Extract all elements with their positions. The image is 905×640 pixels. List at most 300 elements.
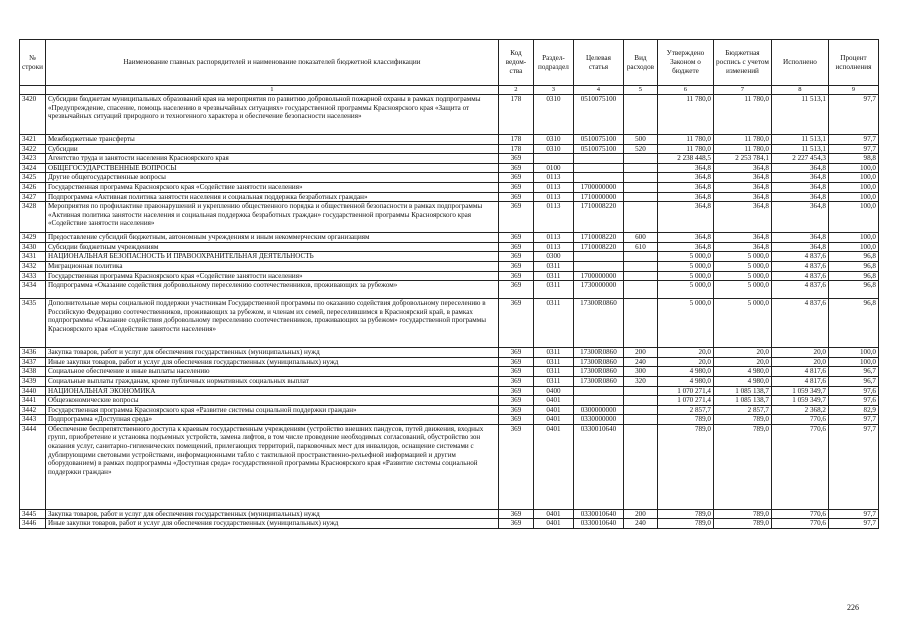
row-name: Межбюджетные трансферты — [45, 135, 498, 145]
row-executed: 364,8 — [771, 182, 828, 192]
row-name: НАЦИОНАЛЬНАЯ ЭКОНОМИКА — [45, 386, 498, 396]
row-approved: 11 780,0 — [657, 135, 713, 145]
row-number: 3444 — [20, 424, 46, 509]
row-department-code: 369 — [498, 271, 533, 281]
row-section: 0113 — [533, 233, 573, 243]
row-budget-schedule: 5 000,0 — [713, 299, 771, 348]
row-approved: 364,8 — [657, 242, 713, 252]
row-expense-type: 520 — [623, 144, 657, 154]
row-target-article: 1730000000 — [573, 281, 623, 299]
row-name: Общеэкономические вопросы — [45, 396, 498, 406]
row-percent: 96,8 — [828, 261, 878, 271]
table-row — [20, 271, 879, 281]
row-executed: 770,6 — [771, 415, 828, 425]
row-target-article: 1700000000 — [573, 271, 623, 281]
table-row — [20, 396, 879, 406]
row-executed: 364,8 — [771, 233, 828, 243]
row-department-code: 369 — [498, 396, 533, 406]
row-approved: 364,8 — [657, 182, 713, 192]
row-department-code: 369 — [498, 386, 533, 396]
row-executed: 20,0 — [771, 357, 828, 367]
column-number: 6 — [657, 86, 713, 95]
table-row — [20, 509, 879, 519]
row-section: 0401 — [533, 519, 573, 529]
row-approved: 2 238 448,5 — [657, 154, 713, 164]
row-percent: 97,7 — [828, 144, 878, 154]
table-row — [20, 202, 879, 233]
row-number: 3423 — [20, 154, 46, 164]
table-row — [20, 367, 879, 377]
column-number: 5 — [623, 86, 657, 95]
row-target-article: 1710008220 — [573, 202, 623, 233]
row-percent: 97,7 — [828, 415, 878, 425]
table-row — [20, 348, 879, 358]
row-target-article: 17300R0860 — [573, 376, 623, 386]
header-row — [20, 40, 879, 86]
row-number: 3426 — [20, 182, 46, 192]
row-target-article: 1710000000 — [573, 192, 623, 202]
row-number: 3439 — [20, 376, 46, 386]
row-approved: 5 000,0 — [657, 271, 713, 281]
row-department-code: 369 — [498, 242, 533, 252]
table-row — [20, 163, 879, 173]
row-section: 0401 — [533, 415, 573, 425]
row-section: 0401 — [533, 396, 573, 406]
header-percent: Процент исполнения — [828, 40, 878, 86]
row-approved: 5 000,0 — [657, 252, 713, 262]
header-target-article: Целевая статья — [573, 40, 623, 86]
row-approved: 789,0 — [657, 509, 713, 519]
row-number: 3427 — [20, 192, 46, 202]
row-executed: 4 837,6 — [771, 271, 828, 281]
row-section: 0311 — [533, 271, 573, 281]
row-number: 3424 — [20, 163, 46, 173]
row-name: Субсидии бюджетам муниципальных образований края на мероприятия по развитию добровольной пожарной охраны в рамках подпрограммы «Предупреждение, спасение, помощь населению в чрезвычайных ситуациях» государственной программы Красноярского края «Защита от чрезвычайных ситуаций природного и техногенного характера и обеспечение безопасности населения» — [45, 95, 498, 135]
row-number: 3431 — [20, 252, 46, 262]
column-number: 2 — [498, 86, 533, 95]
row-executed: 364,8 — [771, 242, 828, 252]
table-row — [20, 233, 879, 243]
column-number-row — [20, 86, 879, 95]
row-name: ОБЩЕГОСУДАРСТВЕННЫЕ ВОПРОСЫ — [45, 163, 498, 173]
row-expense-type — [623, 95, 657, 135]
row-expense-type — [623, 405, 657, 415]
header-section: Раздел-подраздел — [533, 40, 573, 86]
row-number: 3421 — [20, 135, 46, 145]
row-executed: 1 059 349,7 — [771, 396, 828, 406]
table-row — [20, 415, 879, 425]
row-percent: 96,7 — [828, 367, 878, 377]
row-approved: 5 000,0 — [657, 261, 713, 271]
row-name: Государственная программа Красноярского края «Развитие системы социальной поддержки граждан» — [45, 405, 498, 415]
row-expense-type — [623, 386, 657, 396]
row-executed: 364,8 — [771, 163, 828, 173]
row-target-article: 17300R0860 — [573, 299, 623, 348]
row-section: 0310 — [533, 135, 573, 145]
row-expense-type — [623, 163, 657, 173]
row-name: Подпрограмма «Активная политика занятости населения и социальная поддержка безработных граждан» — [45, 192, 498, 202]
row-executed: 11 513,1 — [771, 135, 828, 145]
row-budget-schedule: 4 980,0 — [713, 367, 771, 377]
table-row — [20, 173, 879, 183]
row-expense-type: 600 — [623, 233, 657, 243]
row-percent: 96,8 — [828, 281, 878, 299]
header-department-code: Код ведом-ства — [498, 40, 533, 86]
row-target-article: 0330010640 — [573, 519, 623, 529]
row-executed: 11 513,1 — [771, 144, 828, 154]
row-name: Миграционная политика — [45, 261, 498, 271]
row-name: Другие общегосударственные вопросы — [45, 173, 498, 183]
row-section: 0311 — [533, 261, 573, 271]
row-name: Закупка товаров, работ и услуг для обеспечения государственных (муниципальных) нужд — [45, 509, 498, 519]
row-percent: 100,0 — [828, 357, 878, 367]
row-department-code: 369 — [498, 192, 533, 202]
row-target-article: 0510075100 — [573, 135, 623, 145]
row-approved: 20,0 — [657, 357, 713, 367]
row-name: Субсидии бюджетным учреждениям — [45, 242, 498, 252]
row-target-article — [573, 386, 623, 396]
row-expense-type — [623, 252, 657, 262]
row-budget-schedule: 4 980,0 — [713, 376, 771, 386]
row-section — [533, 154, 573, 164]
row-name: Закупка товаров, работ и услуг для обеспечения государственных (муниципальных) нужд — [45, 348, 498, 358]
row-approved: 2 857,7 — [657, 405, 713, 415]
table-row — [20, 386, 879, 396]
row-approved: 1 070 271,4 — [657, 396, 713, 406]
row-department-code: 369 — [498, 252, 533, 262]
row-executed: 364,8 — [771, 173, 828, 183]
row-approved: 11 780,0 — [657, 95, 713, 135]
column-number: 7 — [713, 86, 771, 95]
row-section: 0113 — [533, 242, 573, 252]
row-section: 0311 — [533, 357, 573, 367]
row-budget-schedule: 1 085 138,7 — [713, 396, 771, 406]
row-expense-type: 500 — [623, 135, 657, 145]
table-row — [20, 299, 879, 348]
row-budget-schedule: 5 000,0 — [713, 261, 771, 271]
row-executed: 2 227 454,3 — [771, 154, 828, 164]
row-budget-schedule: 789,0 — [713, 415, 771, 425]
table-row — [20, 95, 879, 135]
table-row — [20, 519, 879, 529]
row-target-article — [573, 154, 623, 164]
row-section: 0300 — [533, 252, 573, 262]
row-number: 3441 — [20, 396, 46, 406]
row-section: 0311 — [533, 376, 573, 386]
row-expense-type — [623, 182, 657, 192]
row-section: 0113 — [533, 173, 573, 183]
table-row — [20, 405, 879, 415]
row-budget-schedule: 5 000,0 — [713, 281, 771, 299]
row-percent: 97,7 — [828, 135, 878, 145]
row-budget-schedule: 2 857,7 — [713, 405, 771, 415]
row-expense-type — [623, 415, 657, 425]
row-section: 0311 — [533, 367, 573, 377]
row-number: 3436 — [20, 348, 46, 358]
page-number: 226 — [847, 603, 859, 612]
row-target-article: 0300000000 — [573, 405, 623, 415]
row-expense-type — [623, 154, 657, 164]
row-department-code: 178 — [498, 144, 533, 154]
table-row — [20, 281, 879, 299]
row-budget-schedule: 11 780,0 — [713, 95, 771, 135]
row-number: 3442 — [20, 405, 46, 415]
table-row — [20, 182, 879, 192]
row-percent: 98,8 — [828, 154, 878, 164]
row-target-article: 0330010640 — [573, 509, 623, 519]
row-number: 3422 — [20, 144, 46, 154]
table-row — [20, 424, 879, 509]
table-row — [20, 261, 879, 271]
row-budget-schedule: 364,8 — [713, 202, 771, 233]
row-department-code: 369 — [498, 182, 533, 192]
row-budget-schedule: 1 085 138,7 — [713, 386, 771, 396]
row-name: Государственная программа Красноярского края «Содействие занятости населения» — [45, 182, 498, 192]
header-expense-type: Вид расходов — [623, 40, 657, 86]
row-expense-type: 200 — [623, 348, 657, 358]
row-budget-schedule: 20,0 — [713, 357, 771, 367]
column-number: 8 — [771, 86, 828, 95]
row-department-code: 369 — [498, 509, 533, 519]
row-budget-schedule: 11 780,0 — [713, 144, 771, 154]
row-section: 0311 — [533, 348, 573, 358]
row-department-code: 369 — [498, 405, 533, 415]
row-executed: 11 513,1 — [771, 95, 828, 135]
row-target-article: 1710008220 — [573, 233, 623, 243]
row-target-article: 1710008220 — [573, 242, 623, 252]
table-row — [20, 192, 879, 202]
row-target-article: 0510075100 — [573, 144, 623, 154]
row-percent: 100,0 — [828, 163, 878, 173]
row-approved: 20,0 — [657, 348, 713, 358]
row-number: 3433 — [20, 271, 46, 281]
row-approved: 789,0 — [657, 424, 713, 509]
row-number: 3440 — [20, 386, 46, 396]
row-percent: 97,7 — [828, 95, 878, 135]
header-budget-schedule: Бюджетная роспись с учетом изменений — [713, 40, 771, 86]
row-budget-schedule: 364,8 — [713, 233, 771, 243]
row-percent: 97,6 — [828, 396, 878, 406]
row-name: Агентство труда и занятости населения Красноярского края — [45, 154, 498, 164]
row-executed: 2 368,2 — [771, 405, 828, 415]
row-percent: 96,8 — [828, 271, 878, 281]
header-executed: Исполнено — [771, 40, 828, 86]
row-expense-type — [623, 424, 657, 509]
row-budget-schedule: 789,0 — [713, 509, 771, 519]
row-target-article: 17300R0860 — [573, 357, 623, 367]
budget-table — [19, 39, 879, 529]
row-section: 0310 — [533, 144, 573, 154]
row-percent: 97,6 — [828, 386, 878, 396]
row-executed: 4 837,6 — [771, 299, 828, 348]
row-name: Социальные выплаты гражданам, кроме публичных нормативных социальных выплат — [45, 376, 498, 386]
row-number: 3420 — [20, 95, 46, 135]
row-target-article: 17300R0860 — [573, 348, 623, 358]
row-budget-schedule: 364,8 — [713, 192, 771, 202]
row-target-article: 0330010640 — [573, 424, 623, 509]
row-executed: 1 059 349,7 — [771, 386, 828, 396]
row-section: 0401 — [533, 509, 573, 519]
row-number: 3428 — [20, 202, 46, 233]
row-budget-schedule: 364,8 — [713, 163, 771, 173]
row-target-article: 0330000000 — [573, 415, 623, 425]
row-approved: 789,0 — [657, 415, 713, 425]
row-name: Подпрограмма «Доступная среда» — [45, 415, 498, 425]
row-executed: 364,8 — [771, 202, 828, 233]
row-percent: 100,0 — [828, 242, 878, 252]
row-budget-schedule: 789,0 — [713, 424, 771, 509]
table-row — [20, 376, 879, 386]
row-approved: 1 070 271,4 — [657, 386, 713, 396]
table-row — [20, 135, 879, 145]
row-target-article: 1700000000 — [573, 182, 623, 192]
table-row — [20, 252, 879, 262]
row-approved: 789,0 — [657, 519, 713, 529]
header-name: Наименование главных распорядителей и наименование показателей бюджетной классификации — [45, 40, 498, 86]
row-department-code: 369 — [498, 163, 533, 173]
table-row — [20, 357, 879, 367]
row-percent: 100,0 — [828, 182, 878, 192]
row-expense-type — [623, 271, 657, 281]
row-expense-type — [623, 299, 657, 348]
row-target-article — [573, 396, 623, 406]
row-budget-schedule: 5 000,0 — [713, 252, 771, 262]
row-executed: 4 837,6 — [771, 252, 828, 262]
row-name: Обеспечение беспрепятственного доступа к краевым государственным учреждениям (устройство внешних пандусов, путей движения, входных групп, приобретение и установка подъемных устройств, замена лифтов, в том числе проведение необходимых согласований, обустройство зон оказания услуг, санитарно-гигиенических помещений, прилегающих территорий, парковочных мест для инвалидов, оснащение системами с дублирующими световыми устройствами, информационными табло с тактильной пространственно-рельефной информацией и другим оборудованием) в рамках подпрограммы «Доступная среда» государственной программы Красноярского края «Развитие системы социальной поддержки граждан» — [45, 424, 498, 509]
table-row — [20, 242, 879, 252]
row-department-code: 369 — [498, 519, 533, 529]
row-department-code: 369 — [498, 348, 533, 358]
row-executed: 364,8 — [771, 192, 828, 202]
row-department-code: 369 — [498, 376, 533, 386]
table-row — [20, 144, 879, 154]
row-department-code: 369 — [498, 424, 533, 509]
column-number: 9 — [828, 86, 878, 95]
row-section: 0113 — [533, 202, 573, 233]
row-department-code: 369 — [498, 281, 533, 299]
row-name: Мероприятия по профилактике правонарушений и укреплению общественного порядка и общественной безопасности в рамках подпрограммы «Активная политика занятости населения и социальная поддержка безработных граждан» государственной программы Красноярского края «Содействие занятости населения» — [45, 202, 498, 233]
row-approved: 5 000,0 — [657, 299, 713, 348]
row-expense-type — [623, 192, 657, 202]
table-row — [20, 154, 879, 164]
row-percent: 96,8 — [828, 299, 878, 348]
row-number: 3443 — [20, 415, 46, 425]
row-executed: 4 817,6 — [771, 367, 828, 377]
row-department-code: 369 — [498, 299, 533, 348]
row-expense-type: 240 — [623, 357, 657, 367]
row-expense-type — [623, 173, 657, 183]
row-percent: 100,0 — [828, 348, 878, 358]
row-approved: 11 780,0 — [657, 144, 713, 154]
row-budget-schedule: 2 253 784,1 — [713, 154, 771, 164]
row-target-article — [573, 261, 623, 271]
row-target-article: 17300R0860 — [573, 367, 623, 377]
row-percent: 100,0 — [828, 192, 878, 202]
row-expense-type: 300 — [623, 367, 657, 377]
row-expense-type — [623, 202, 657, 233]
row-budget-schedule: 11 780,0 — [713, 135, 771, 145]
row-approved: 364,8 — [657, 202, 713, 233]
row-approved: 364,8 — [657, 192, 713, 202]
row-number: 3429 — [20, 233, 46, 243]
row-department-code: 369 — [498, 233, 533, 243]
row-target-article — [573, 252, 623, 262]
row-target-article: 0510075100 — [573, 95, 623, 135]
row-percent: 96,7 — [828, 376, 878, 386]
row-name: Предоставление субсидий бюджетным, автономным учреждениям и иным некоммерческим организациям — [45, 233, 498, 243]
row-name: Государственная программа Красноярского края «Содействие занятости населения» — [45, 271, 498, 281]
row-budget-schedule: 364,8 — [713, 182, 771, 192]
row-section: 0113 — [533, 192, 573, 202]
row-percent: 96,8 — [828, 252, 878, 262]
row-number: 3438 — [20, 367, 46, 377]
row-percent: 100,0 — [828, 202, 878, 233]
row-expense-type — [623, 396, 657, 406]
row-approved: 364,8 — [657, 163, 713, 173]
column-number: 1 — [45, 86, 498, 95]
row-executed: 770,6 — [771, 509, 828, 519]
row-approved: 5 000,0 — [657, 281, 713, 299]
row-section: 0401 — [533, 405, 573, 415]
column-number — [20, 86, 46, 95]
row-expense-type — [623, 261, 657, 271]
row-section: 0400 — [533, 386, 573, 396]
row-executed: 770,6 — [771, 519, 828, 529]
row-number: 3435 — [20, 299, 46, 348]
row-percent: 100,0 — [828, 233, 878, 243]
row-number: 3430 — [20, 242, 46, 252]
row-executed: 20,0 — [771, 348, 828, 358]
row-name: Иные закупки товаров, работ и услуг для обеспечения государственных (муниципальных) нужд — [45, 519, 498, 529]
row-name: Субсидии — [45, 144, 498, 154]
row-name: Дополнительные меры социальной поддержки участникам Государственной программы по оказанию содействия добровольному переселению в Российскую Федерацию соотечественников, проживающих за рубежом, и членам их семей, переселившимся в Красноярский край, в рамках подпрограммы «Оказание содействия добровольному переселению соотечественников, проживающих за рубежом» государственной программы Красноярского края «Содействие занятости населения» — [45, 299, 498, 348]
row-percent: 97,7 — [828, 509, 878, 519]
row-department-code: 369 — [498, 173, 533, 183]
row-section: 0311 — [533, 281, 573, 299]
row-number: 3446 — [20, 519, 46, 529]
row-target-article — [573, 163, 623, 173]
row-section: 0100 — [533, 163, 573, 173]
header-row-number: № строки — [20, 40, 46, 86]
row-department-code: 369 — [498, 261, 533, 271]
column-number: 4 — [573, 86, 623, 95]
row-department-code: 369 — [498, 367, 533, 377]
row-number: 3437 — [20, 357, 46, 367]
row-expense-type: 240 — [623, 519, 657, 529]
row-executed: 4 837,6 — [771, 281, 828, 299]
row-department-code: 178 — [498, 135, 533, 145]
row-percent: 97,7 — [828, 519, 878, 529]
row-name: Иные закупки товаров, работ и услуг для обеспечения государственных (муниципальных) нужд — [45, 357, 498, 367]
row-percent: 82,9 — [828, 405, 878, 415]
header-approved: Утверждено Законом о бюджете — [657, 40, 713, 86]
row-section: 0401 — [533, 424, 573, 509]
row-department-code: 369 — [498, 415, 533, 425]
row-expense-type — [623, 281, 657, 299]
row-approved: 364,8 — [657, 173, 713, 183]
row-number: 3434 — [20, 281, 46, 299]
row-approved: 4 980,0 — [657, 376, 713, 386]
row-percent: 97,7 — [828, 424, 878, 509]
column-number: 3 — [533, 86, 573, 95]
row-executed: 4 837,6 — [771, 261, 828, 271]
row-name: Подпрограмма «Оказание содействия добровольному переселению соотечественников, проживающих за рубежом» — [45, 281, 498, 299]
row-name: Социальное обеспечение и иные выплаты населению — [45, 367, 498, 377]
row-budget-schedule: 5 000,0 — [713, 271, 771, 281]
row-section: 0310 — [533, 95, 573, 135]
row-approved: 4 980,0 — [657, 367, 713, 377]
row-executed: 770,6 — [771, 424, 828, 509]
